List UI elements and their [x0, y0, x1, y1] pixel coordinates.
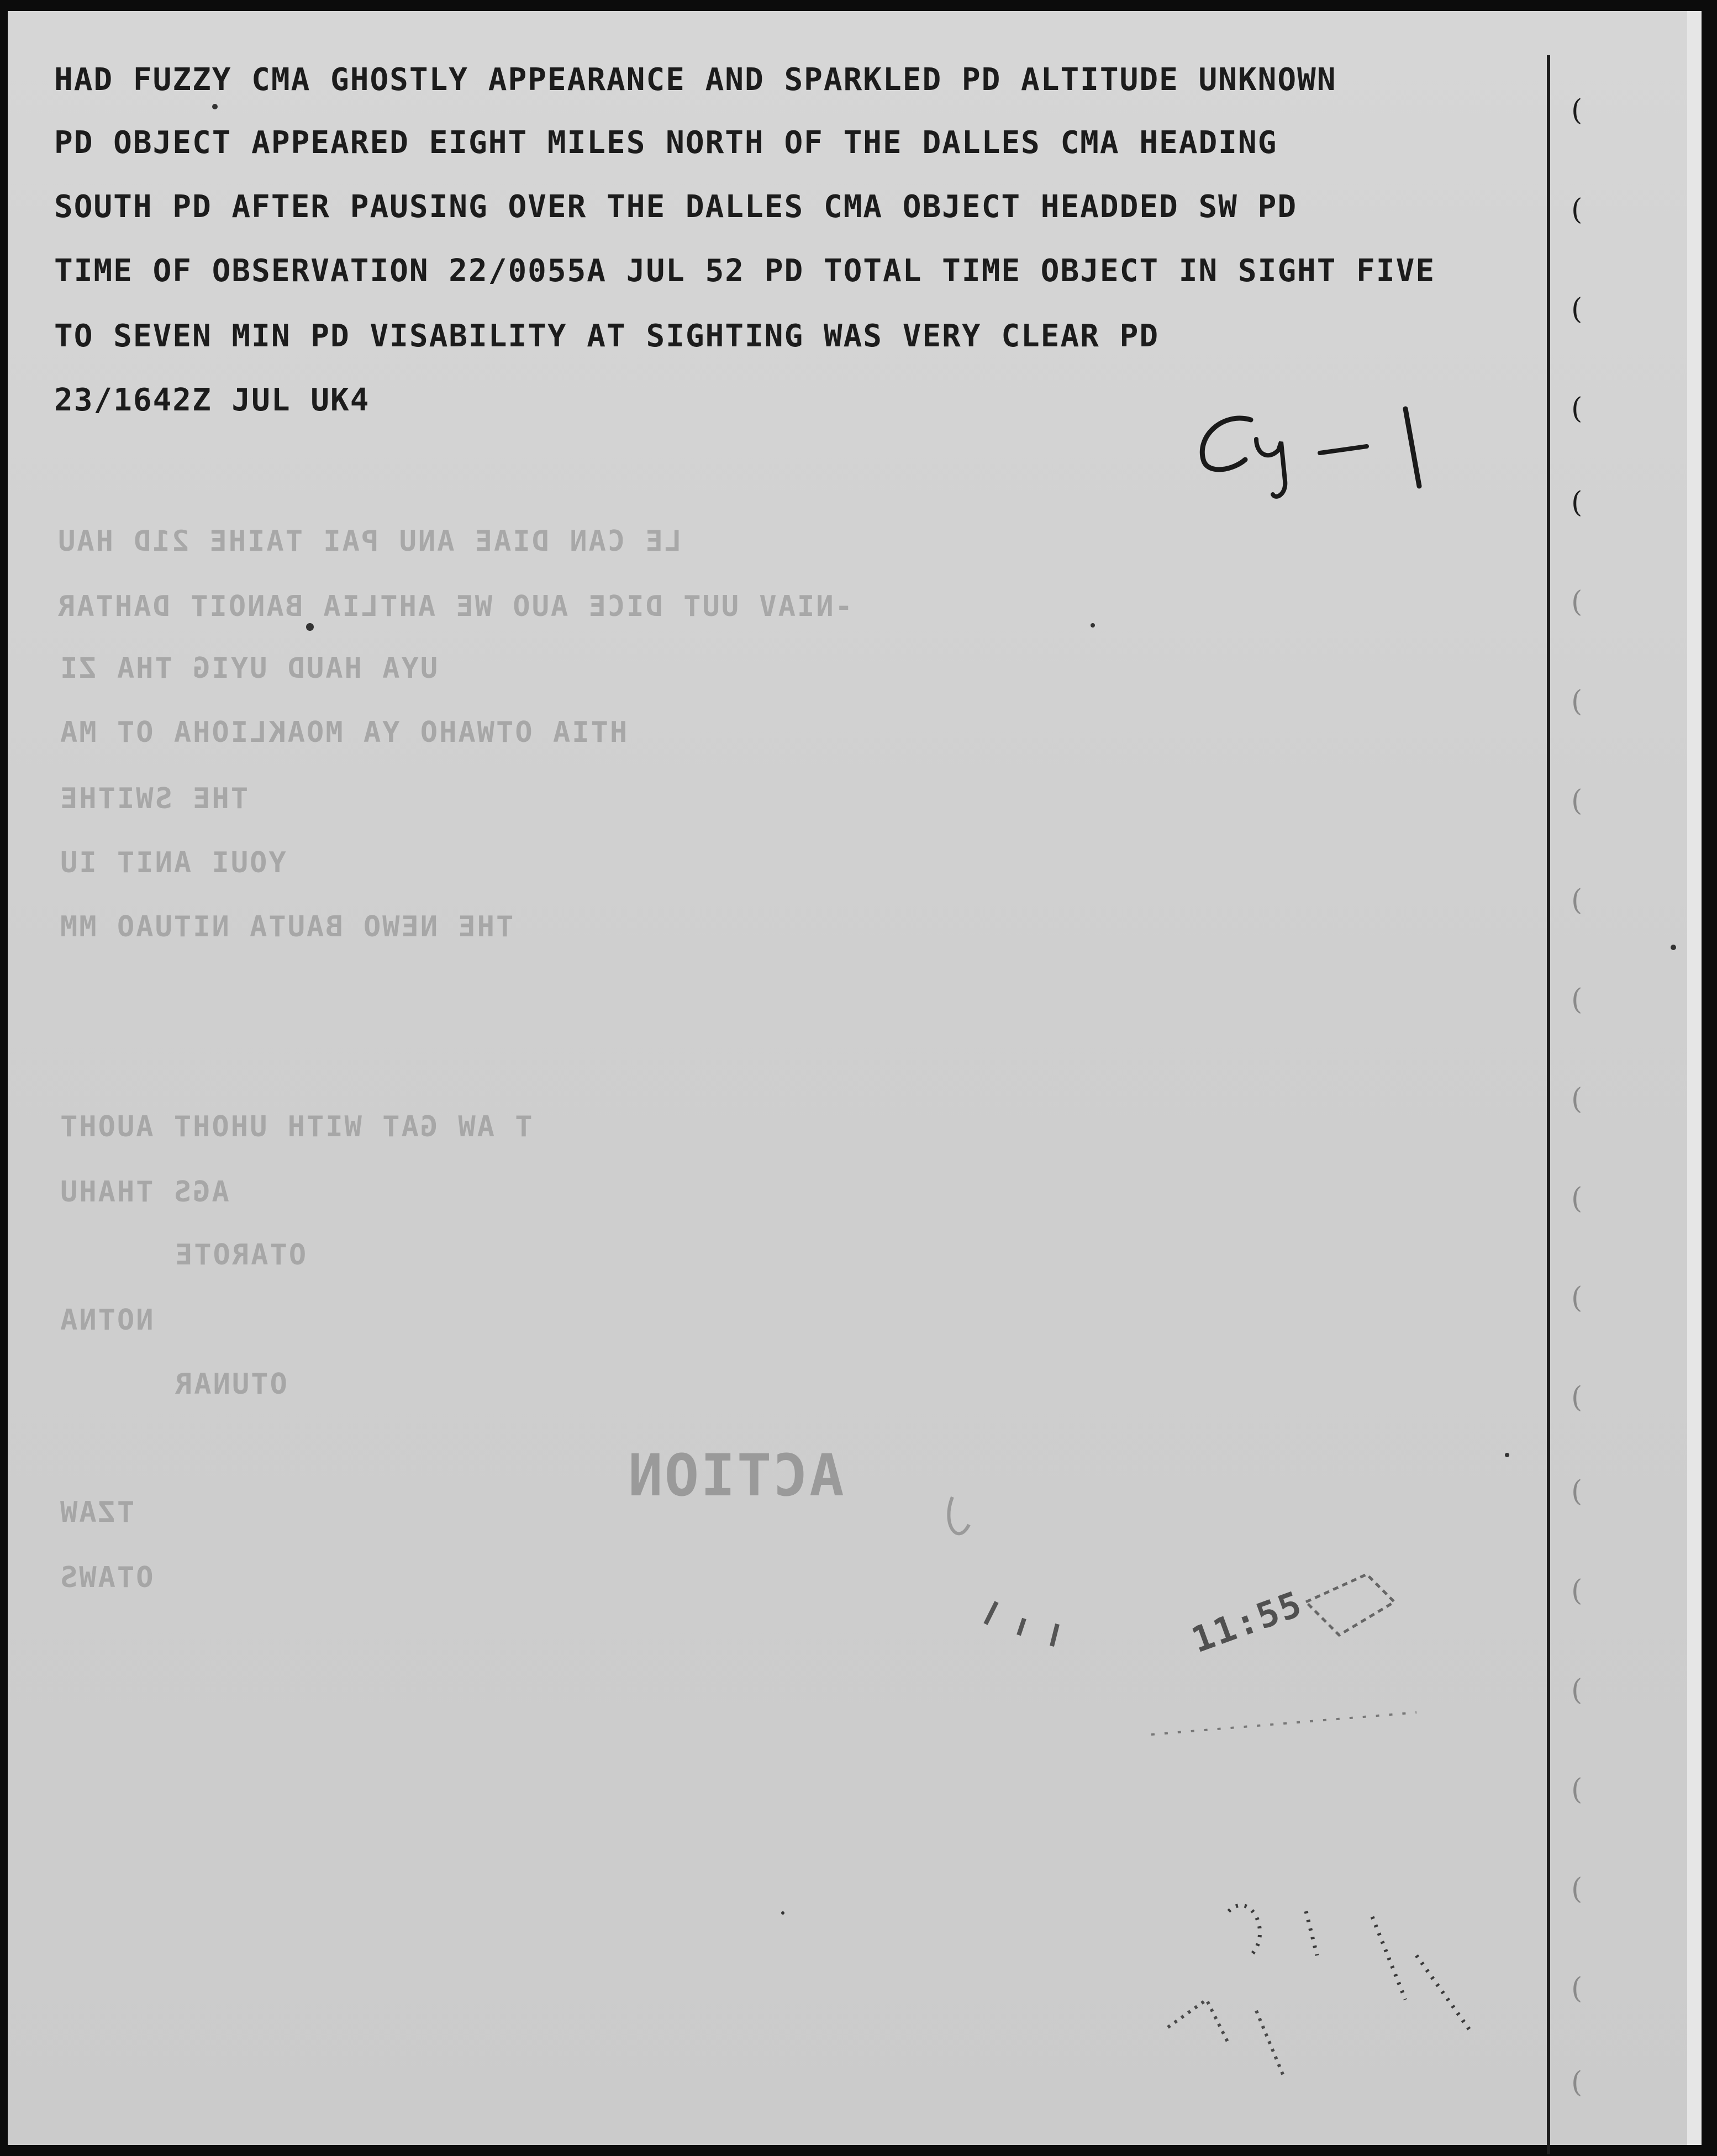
page-edge — [1687, 11, 1702, 2145]
message-line-6: 23/1642Z JUL UK4 — [54, 382, 370, 418]
message-line-1: HAD FUZZY CMA GHOSTLY APPEARANCE AND SPARKLED PD ALTITUDE UNKNOWN — [54, 62, 1337, 98]
speck — [1505, 1453, 1509, 1457]
margin-line — [1547, 55, 1550, 2154]
message-line-2: PD OBJECT APPEARED EIGHT MILES NORTH OF THE DALLES CMA HEADING — [54, 125, 1278, 161]
handwritten-note-text: Cy-1 — [1184, 389, 1206, 400]
speck — [306, 623, 314, 631]
teletype-page: HAD FUZZY CMA GHOSTLY APPEARANCE AND SPARKLED PD ALTITUDE UNKNOWN PD OBJECT APPEARED EIGHT MILES NORTH OF THE DALLES CMA HEADING SOUTH PD AFTER PAUSING OVER THE DALLES CMA OBJECT HEADDED SW PD TIME OF OBSERVATION 22/0055A JUL 52 PD TOTAL TIME OBJECT IN SIGHT FIVE TO SEVEN MIN PD VISABILITY AT SIGHTING WAS VERY CLEAR PD 23/1642Z JUL UK4 Cy-1 LE CAN DIAE ANU PAI TAIHE 21D HAU -NIAV UUT DICE AUO WE AHTLIA BANOIT DAHTAR UYA HAUD UYIG THA ZI HTIA OTWAHO YA MOAKLIOHA OT MA THE SWITHE YOUI ANIT IU THE NEWO BAUTA NITUAO MM T AW GAT WITH UHOHT AUOHT AGS THAHU OTAROTE NOTNA OTUNAR TZAW OTAWS ACTION 11:55 ( ( ( ( ( ( ( ( ( ( ( ( ( ( ( ( ( ( ( ( ( — [8, 11, 1702, 2145]
speck — [781, 1911, 784, 1915]
speck — [1671, 945, 1676, 950]
message-line-4: TIME OF OBSERVATION 22/0055A JUL 52 PD TOTAL TIME OBJECT IN SIGHT FIVE — [54, 253, 1436, 289]
message-line-5: TO SEVEN MIN PD VISABILITY AT SIGHTING WAS VERY CLEAR PD — [54, 318, 1160, 354]
message-line-3: SOUTH PD AFTER PAUSING OVER THE DALLES CMA OBJECT HEADDED SW PD — [54, 189, 1298, 225]
speck — [1091, 623, 1095, 628]
time-stamp: 11:55 — [1186, 1583, 1309, 1662]
speck — [212, 104, 218, 109]
stamp-marks — [919, 1458, 1582, 2121]
handwritten-note — [1184, 389, 1472, 508]
action-stamp: ACTION — [626, 1442, 844, 1509]
